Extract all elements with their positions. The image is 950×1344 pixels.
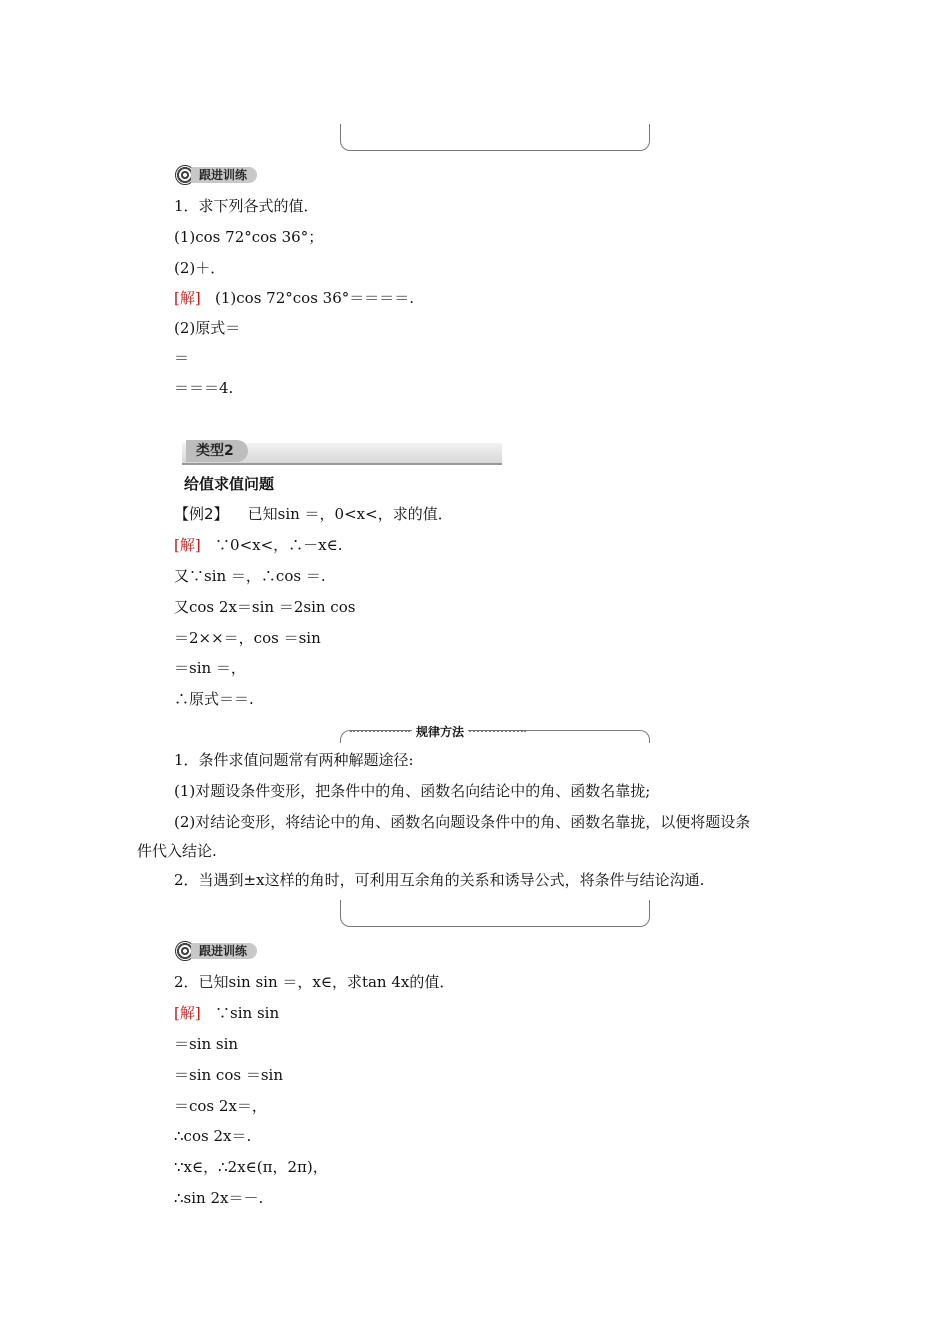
solution-tag: [解] [174, 536, 201, 554]
q1-part2: (2)＋． [174, 259, 226, 277]
method-line-2: (1)对题设条件变形，把条件中的角、函数名向结论中的角、函数名靠拢; [174, 782, 651, 800]
solution-tag: [解] [174, 1004, 201, 1022]
q2-solution-line-4: ＝cos 2x＝， [174, 1097, 267, 1115]
section-type-tag: 类型2 [186, 440, 248, 462]
ex2-sol-text-1: ∵0<x<，∴－x∈. [215, 536, 343, 554]
q1-solution-line-2: (2)原式＝ [174, 319, 241, 337]
ex2-solution-line-2: 又∵sin ＝，∴cos ＝. [174, 567, 326, 585]
q2-solution-line-2: ＝sin sin [174, 1035, 239, 1053]
exercise-badge [175, 940, 257, 962]
method-line-4: 件代入结论. [137, 842, 217, 860]
box-bottom-border [340, 124, 650, 151]
q2-solution-line-7: ∴sin 2x＝－. [174, 1189, 264, 1207]
q1-part1: (1)cos 72°cos 36°； [174, 228, 324, 246]
q1-solution-line-4: ＝＝＝4. [174, 379, 234, 397]
ex2-solution-line-6: ∴原式＝＝. [174, 690, 254, 708]
section-title: 给值求值问题 [184, 475, 275, 493]
q2-solution-line-3: ＝sin cos ＝sin [174, 1066, 283, 1084]
exercise-badge [175, 164, 257, 186]
q2-solution-line-1 [174, 1003, 279, 1023]
ex2-solution-line-3: 又cos 2x＝sin ＝2sin cos [174, 598, 356, 616]
method-line-1: 1．条件求值问题常有两种解题途径: [174, 751, 414, 769]
method-title: 规律方法 [412, 723, 468, 740]
method-line-3: (2)对结论变形，将结论中的角、函数名向题设条件中的角、函数名靠拢，以便将题设条 [174, 813, 751, 831]
example-2-stem [174, 504, 453, 524]
q1-solution-line-3: ＝ [174, 349, 190, 367]
exercise-badge-label: 跟进训练 [191, 167, 257, 183]
q1-solution-line-1 [174, 288, 414, 308]
exercise-badge-label: 跟进训练 [191, 943, 257, 959]
q1-stem: 1．求下列各式的值． [174, 197, 319, 215]
method-box-bottom-border [340, 900, 650, 927]
example-label: 【例2】 [174, 505, 229, 523]
example-text: 已知sin ＝，0<x<，求的值． [247, 505, 453, 523]
ex2-solution-line-4: ＝2××＝，cos ＝sin [174, 629, 321, 647]
q2-stem: 2．已知sin sin ＝，x∈，求tan 4x的值． [174, 973, 455, 991]
q2-solution-line-6: ∵x∈，∴2x∈(π，2π)， [174, 1158, 328, 1176]
method-dots-right [466, 730, 526, 732]
method-line-5: 2．当遇到±x这样的角时，可利用互余角的关系和诱导公式，将条件与结论沟通. [174, 871, 705, 889]
ex2-solution-line-5: ＝sin ＝， [174, 659, 246, 677]
q2-solution-line-5: ∴cos 2x＝. [174, 1127, 252, 1145]
q2-sol-text-1: ∵sin sin [215, 1004, 280, 1022]
q1-sol-text-1: (1)cos 72°cos 36°＝＝＝＝. [215, 289, 415, 307]
method-dots-left [350, 730, 410, 732]
ex2-solution-line-1 [174, 535, 343, 555]
solution-tag: [解] [174, 289, 201, 307]
